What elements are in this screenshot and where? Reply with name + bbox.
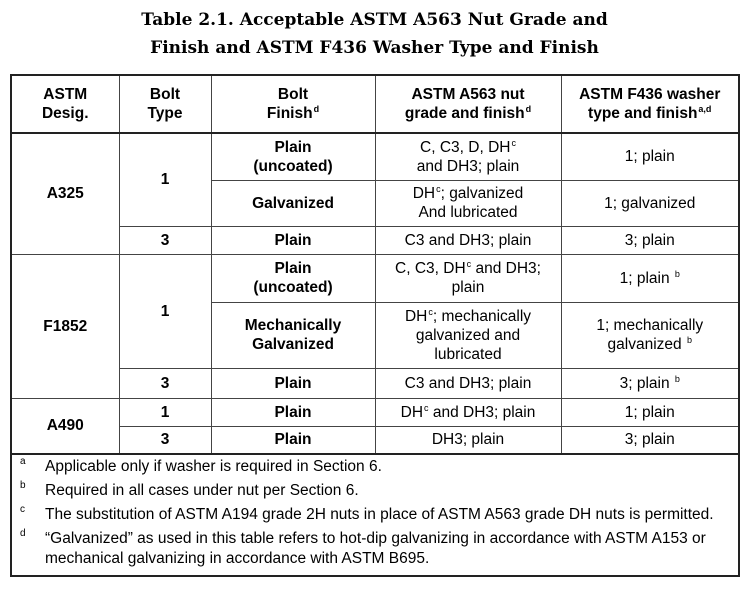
table-row xyxy=(11,254,739,302)
table-row xyxy=(11,133,739,180)
title-line-2: Finish and ASTM F436 Washer Type and Finish xyxy=(150,38,599,58)
desig-f1852: F1852 xyxy=(11,254,119,398)
footnotes-row xyxy=(11,454,739,576)
nut-washer-table xyxy=(10,74,740,577)
nut-cell: $DH^c$ and DH3; plain xyxy=(375,398,561,426)
header-nut-grade: ASTM A563 nut grade and finish$^d$ xyxy=(375,75,561,133)
finish-cell: Mechanically Galvanized xyxy=(211,302,375,368)
nut-cell: $DH^c$; mechanically galvanized and lubricated xyxy=(375,302,561,368)
desig-a490: A490 xyxy=(11,398,119,454)
washer-cell: 1; plain $^b$ xyxy=(561,254,739,302)
nut-cell: C3 and DH3; plain xyxy=(375,368,561,398)
washer-cell: 3; plain xyxy=(561,426,739,454)
footnote-c: c The substitution of ASTM A194 grade 2H nuts in place of ASTM A563 grade DH nuts is permitted. xyxy=(20,504,714,523)
table-row xyxy=(11,368,739,398)
finish-cell: Galvanized xyxy=(211,180,375,226)
table-title xyxy=(0,6,749,62)
bolt-type-cell: 3 xyxy=(119,368,211,398)
header-astm-desig: ASTM Desig. xyxy=(11,75,119,133)
header-washer-type: ASTM F436 washer type and finish$^{a,d}$ xyxy=(561,75,739,133)
washer-cell: 1; plain xyxy=(561,398,739,426)
bolt-type-cell: 1 xyxy=(119,254,211,368)
bolt-type-cell: 1 xyxy=(119,398,211,426)
title-line-1: Table 2.1. Acceptable ASTM A563 Nut Grade and xyxy=(141,10,608,30)
bolt-type-cell: 1 xyxy=(119,133,211,226)
washer-cell: 1; mechanically galvanized $^b$ xyxy=(561,302,739,368)
table-row xyxy=(11,426,739,454)
nut-cell: C3 and DH3; plain xyxy=(375,226,561,254)
nut-cell: $DH^c$; galvanized And lubricated xyxy=(375,180,561,226)
finish-cell: Plain xyxy=(211,398,375,426)
finish-cell: Plain xyxy=(211,368,375,398)
footnote-d: d “Galvanized” as used in this table refers to hot-dip galvanizing in accordance with ASTM A153 or mechanical galvanizing in accordance with ASTM B695. xyxy=(20,528,706,567)
nut-cell: DH3; plain xyxy=(375,426,561,454)
nut-cell: C, C3, D, $DH^c$ and DH3; plain xyxy=(375,133,561,180)
header-bolt-finish: Bolt Finish$^d$ xyxy=(211,75,375,133)
desig-a325: A325 xyxy=(11,133,119,254)
washer-cell: 3; plain xyxy=(561,226,739,254)
table-row xyxy=(11,398,739,426)
footnotes xyxy=(11,454,739,576)
washer-cell: 3; plain $^b$ xyxy=(561,368,739,398)
finish-cell: Plain (uncoated) xyxy=(211,254,375,302)
finish-cell: Plain (uncoated) xyxy=(211,133,375,180)
bolt-type-cell: 3 xyxy=(119,426,211,454)
finish-cell: Plain xyxy=(211,226,375,254)
header-row xyxy=(11,75,739,133)
table-row xyxy=(11,226,739,254)
finish-cell: Plain xyxy=(211,426,375,454)
header-bolt-type: Bolt Type xyxy=(119,75,211,133)
washer-cell: 1; plain xyxy=(561,133,739,180)
footnote-b: b Required in all cases under nut per Section 6. xyxy=(20,480,359,499)
washer-cell: 1; galvanized xyxy=(561,180,739,226)
footnote-a: a Applicable only if washer is required in Section 6. xyxy=(20,456,382,475)
nut-cell: C, C3, $DH^c$ and DH3; plain xyxy=(375,254,561,302)
bolt-type-cell: 3 xyxy=(119,226,211,254)
